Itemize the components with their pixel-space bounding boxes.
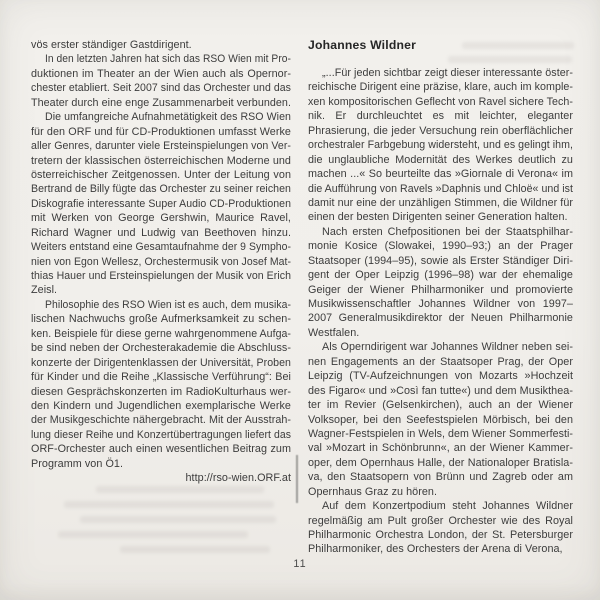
text-line: thias Hauer und Ersteinspielungen der Musik von Erich <box>31 270 291 282</box>
text-line: der Musikgeschichte nähergebracht. Mit der Ausstrah- <box>31 414 291 427</box>
text-line: Auf dem Konzertpodium steht Johannes Wildner <box>322 500 573 513</box>
text-line: Leipzig (TV-Aufzeichnungen von Mozarts »Hochzeit <box>308 370 573 383</box>
paragraph <box>31 38 291 52</box>
text-line: lung dieser Reihe und Konzertübertragungen liefert das <box>31 428 291 441</box>
text-line: Die umfangreiche Aufnahmetätigkeit des RSO Wien <box>45 111 291 124</box>
text-line: „...Für jeden sichtbar zeigt dieser interessante öster- <box>322 67 573 79</box>
left-column <box>31 38 291 486</box>
text-line: diesen Gesprächskonzerten im RadioKulturhaus wer- <box>31 385 291 398</box>
right-column <box>308 38 573 557</box>
paragraph <box>31 110 291 298</box>
text-line: Philharmonic Orchestra London, der St. Petersburger <box>308 529 573 541</box>
text-line: Diskografie interessante Super Audio CD-Produktionen <box>31 197 291 210</box>
text-line: nien von Egon Wellesz, Orchestermusik von Josef Mat- <box>31 255 291 268</box>
page-number: 11 <box>293 558 307 570</box>
text-line: Nach ersten Chefpositionen bei der Staatsphilhar- <box>322 225 573 238</box>
text-line: aller Genres, darunter viele Ersteinspielungen von Ver- <box>31 140 291 153</box>
text-line: Weiters entstand eine Gesamtaufnahme der 9 Sympho- <box>31 241 291 254</box>
text-line: Opernhaus Graz zu hören. <box>308 485 438 498</box>
text-line: va, den Staatsopern von Brünn und Zagreb oder am <box>308 471 573 484</box>
text-line: Westfalen. <box>308 326 360 339</box>
text-line: für Kinder und die Reihe „Klassische Verführung“: Bei <box>31 371 291 384</box>
text-line: einen der besten Dirigenten seiner Generation halten. <box>308 211 568 224</box>
scan-crease-artifact <box>296 455 298 503</box>
text-line: Musikwissenschaftler Johannes Wildner von 1997– <box>308 298 573 310</box>
text-line: xen kompositorischen Geflecht von Ravel sichere Tech- <box>308 95 573 108</box>
paragraph <box>308 66 573 225</box>
text-line: In den letzten Jahren hat sich das RSO Wien mit Pro- <box>45 53 291 66</box>
show-through-artifact <box>96 486 264 493</box>
text-line: damit nur eine der unzähligen Stimmen, die Wildner für <box>308 196 573 209</box>
text-line: Programm von Ö1. <box>31 457 124 470</box>
text-line: Richard Wagner und Ludwig van Beethoven hinzu. <box>31 226 291 239</box>
text-line: ken. Beispiele für diese gerne wahrgenommene Aufga- <box>31 327 291 340</box>
text-line: reichische Dirigent eine präzise, klare, auch im komple- <box>308 81 573 94</box>
text-line: Als Operndirigent war Johannes Wildner neben sei- <box>322 341 573 354</box>
text-line: oper, dem Opernhaus Halle, der Nationaloper Bratisla- <box>308 456 573 469</box>
show-through-artifact <box>80 516 276 523</box>
text-line: Staatsoper (1994–95), sowie als Erster Ständiger Diri- <box>308 254 573 267</box>
text-line: konzerte der Dirigentenklassen der Universität, Proben <box>31 356 291 369</box>
text-line: chester etabliert. Seit 2007 sind das Orchester und das <box>31 82 291 95</box>
text-line: Theater durch eine enge Zusammenarbeit verbunden. <box>31 96 291 109</box>
text-line: die unglaubliche Modernität des Werkes deutlich zu <box>308 153 573 166</box>
paragraph <box>308 340 573 499</box>
text-line: Philosophie des RSO Wien ist es auch, dem musika- <box>45 298 291 311</box>
column-heading: Johannes Wildner <box>308 38 417 52</box>
show-through-artifact <box>64 501 274 508</box>
text-line: Geiger der Wiener Philharmoniker und promovierte <box>308 283 573 296</box>
text-line: gent der Oper Leipzig (1996–98) war der ehemalige <box>308 269 573 282</box>
text-line: für den ORF und für CD-Produktionen umfasst Werke <box>31 125 291 138</box>
text-line: Bertrand de Billy fügte das Orchester zu seiner reichen <box>31 183 291 196</box>
paragraph <box>308 499 573 557</box>
text-line: Phrasierung, die jeder Versuchung rein oberflächlicher <box>308 124 573 137</box>
text-line: val »Mozart in Schönbrunn«, an der Wiener Kammer- <box>308 442 573 455</box>
text-line: nik. Er durchleuchtet es mit leichter, eleganter <box>308 110 573 123</box>
text-line: den Kindern und Jugendlichen exemplarische Werke <box>31 399 291 412</box>
text-line: monie Kosice (Slowakei, 1990–93;) an der Prager <box>308 240 573 253</box>
text-line: Zeisl. <box>31 284 58 297</box>
text-line: ORF-Orchester auch einen wesentlichen Beitrag zum <box>31 443 291 456</box>
text-line: regelmäßig am Pult großer Orchester wie des Royal <box>308 514 573 527</box>
text-line: http://rso-wien.ORF.at <box>185 472 291 485</box>
text-line: 2007 Generalmusikdirektor der Neuen Philharmonie <box>308 312 573 325</box>
paragraph <box>31 298 291 471</box>
text-line: orchestraler Farbgebung widersteht, und es gelingt ihm, <box>308 139 573 152</box>
text-line: des Figaro« und »Così fan tutte«) und dem Musikthea- <box>308 384 573 397</box>
text-line: die Aufführung von Ravels »Daphnis und Chloë« und ist <box>308 182 573 195</box>
text-line: vös erster ständiger Gastdirigent. <box>31 39 192 51</box>
text-line: österreichischer Zeitgenossen. Unter der Leitung von <box>31 168 291 181</box>
paragraph <box>31 471 291 485</box>
text-line: mit Werken von George Gershwin, Maurice Ravel, <box>31 212 291 225</box>
show-through-artifact <box>120 546 270 553</box>
text-line: ter im Revier (Gelsenkirchen), auch an der Wiener <box>308 399 573 412</box>
text-line: Philharmoniker, des Orchesters der Arena di Verona, <box>308 543 563 556</box>
text-line: machen ...« So beurteilte das »Giornale di Verona« im <box>308 168 573 181</box>
text-line: duktionen im Theater an der Wien auch als Opernor- <box>31 67 291 80</box>
text-line: be sind neben der Orchesterakademie die Abschluss- <box>31 342 291 355</box>
paragraph <box>308 225 573 341</box>
text-line: Wagner-Festspielen in Wels, dem Wiener Sommerfesti- <box>308 427 573 440</box>
text-line: lischen Nachwuchs große Aufmerksamkeit zu schen- <box>31 313 291 326</box>
paragraph <box>31 52 291 110</box>
text-line: tretern der klassischen österreichischen Moderne und <box>31 154 291 167</box>
text-line: nen Engagements an der Staatsoper Prag, der Oper <box>308 355 573 368</box>
text-line: Volksoper, bei den Seefestspielen Mörbisch, bei den <box>308 413 573 426</box>
show-through-artifact <box>58 531 248 538</box>
